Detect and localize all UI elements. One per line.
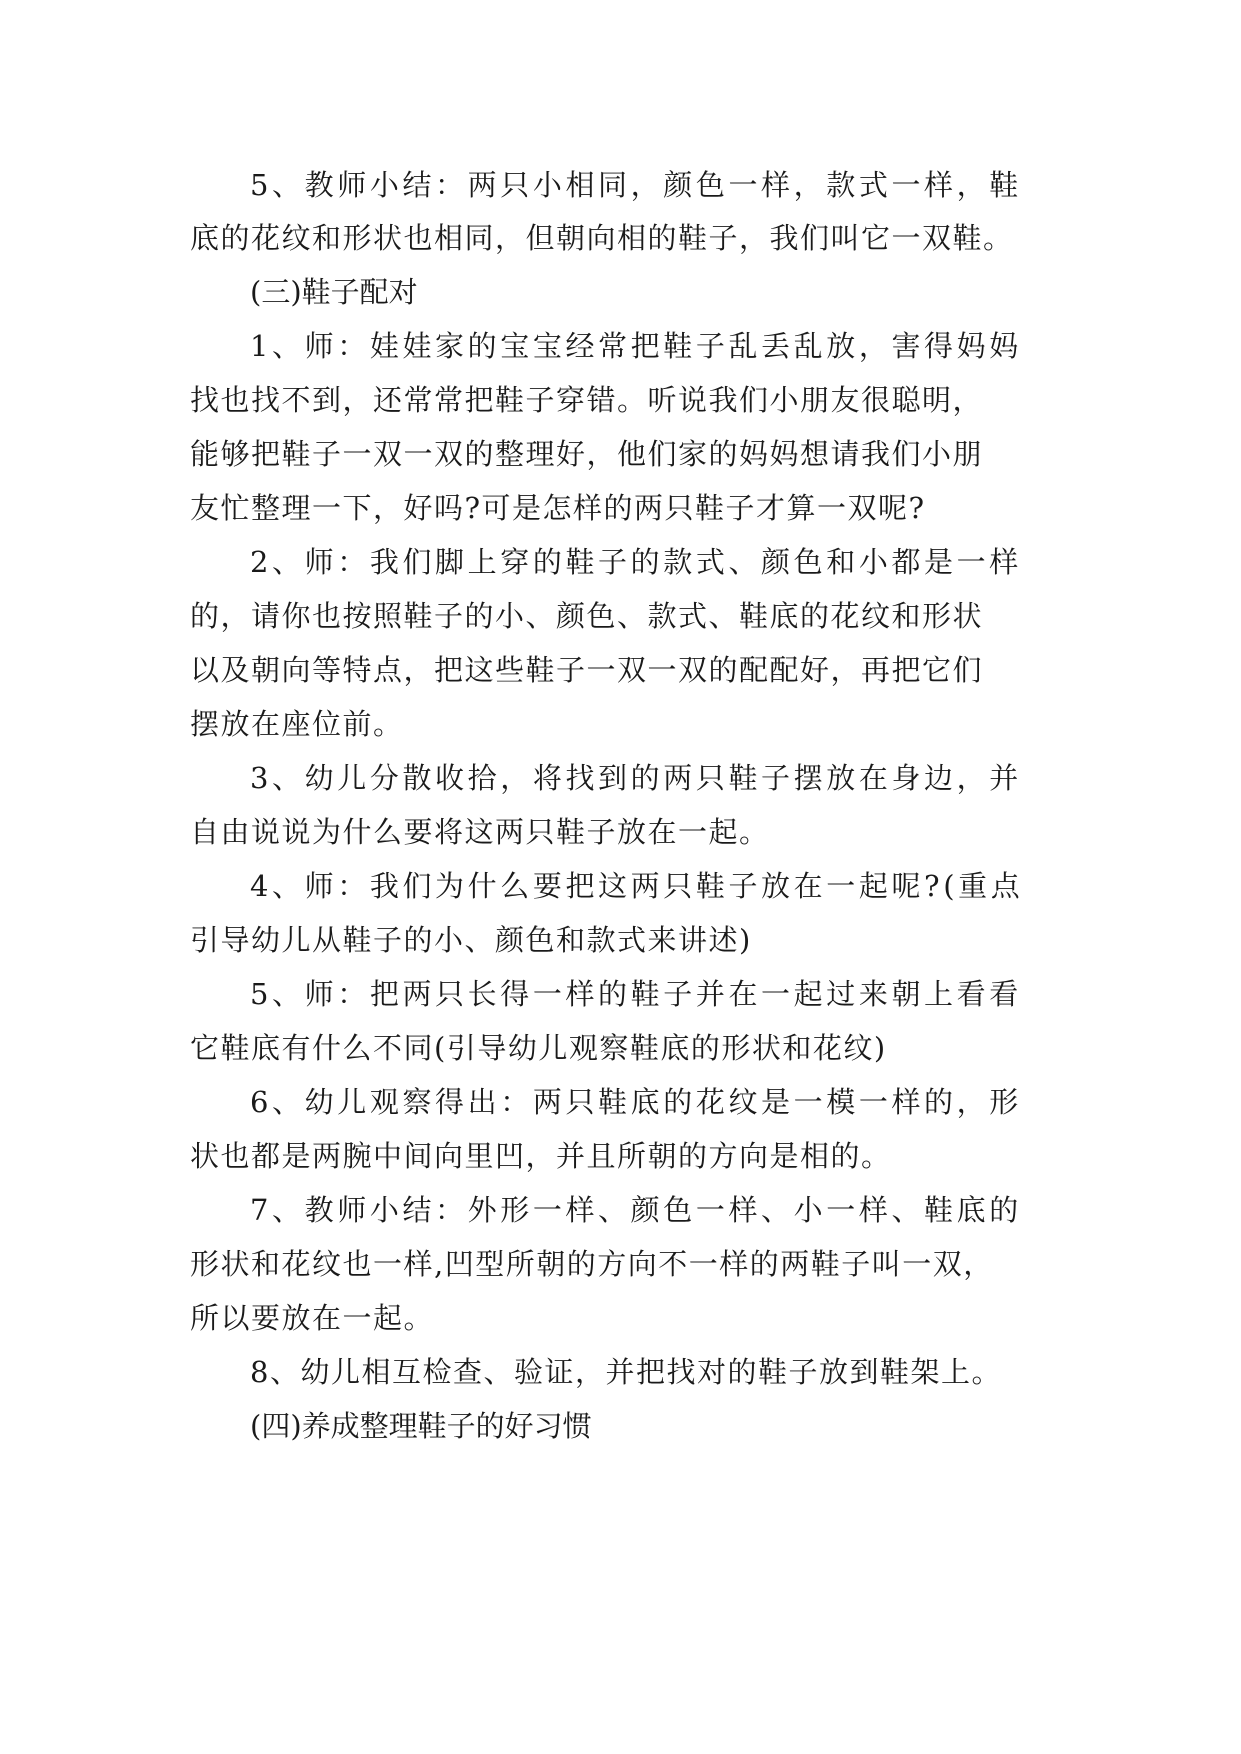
paragraph-line: 友忙整理一下，好吗?可是怎样的两只鞋子才算一双呢? bbox=[190, 491, 926, 525]
paragraph-line: 2、师：我们脚上穿的鞋子的款式、颜色和小都是一样 bbox=[250, 545, 1022, 579]
paragraph-line: 5、教师小结：两只小相同，颜色一样，款式一样，鞋 bbox=[250, 168, 1022, 202]
paragraph-line: 自由说说为什么要将这两只鞋子放在一起。 bbox=[190, 815, 770, 849]
paragraph-line: 形状和花纹也一样,凹型所朝的方向不一样的两鞋子叫一双， bbox=[190, 1247, 994, 1281]
paragraph-line: 状也都是两腕中间向里凹，并且所朝的方向是相的。 bbox=[190, 1139, 892, 1173]
section-heading: (四)养成整理鞋子的好习惯 bbox=[250, 1409, 592, 1443]
paragraph-line: 它鞋底有什么不同(引导幼儿观察鞋底的形状和花纹) bbox=[190, 1031, 887, 1065]
paragraph-line: 摆放在座位前。 bbox=[190, 707, 404, 741]
paragraph-line: 能够把鞋子一双一双的整理好，他们家的妈妈想请我们小朋 bbox=[190, 437, 984, 471]
paragraph-line: 7、教师小结：外形一样、颜色一样、小一样、鞋底的 bbox=[250, 1193, 1022, 1227]
paragraph-line: 的，请你也按照鞋子的小、颜色、款式、鞋底的花纹和形状 bbox=[190, 599, 984, 633]
paragraph-line: 5、师：把两只长得一样的鞋子并在一起过来朝上看看 bbox=[250, 977, 1022, 1011]
paragraph-line: 1、师：娃娃家的宝宝经常把鞋子乱丢乱放，害得妈妈 bbox=[250, 329, 1022, 363]
paragraph-line: 8、幼儿相互检查、验证，并把找对的鞋子放到鞋架上。 bbox=[250, 1355, 1002, 1389]
section-heading: (三)鞋子配对 bbox=[250, 275, 418, 309]
paragraph-line: 所以要放在一起。 bbox=[190, 1301, 435, 1335]
paragraph-line: 4、师：我们为什么要把这两只鞋子放在一起呢?(重点 bbox=[250, 869, 1024, 903]
paragraph-line: 引导幼儿从鞋子的小、颜色和款式来讲述) bbox=[190, 923, 752, 957]
paragraph-line: 3、幼儿分散收拾，将找到的两只鞋子摆放在身边，并 bbox=[250, 761, 1022, 795]
paragraph-line: 底的花纹和形状也相同，但朝向相的鞋子，我们叫它一双鞋。 bbox=[190, 221, 1014, 255]
paragraph-line: 以及朝向等特点，把这些鞋子一双一双的配配好，再把它们 bbox=[190, 653, 984, 687]
paragraph-line: 6、幼儿观察得出：两只鞋底的花纹是一模一样的，形 bbox=[250, 1085, 1022, 1119]
paragraph-line: 找也找不到，还常常把鞋子穿错。听说我们小朋友很聪明， bbox=[190, 383, 984, 417]
